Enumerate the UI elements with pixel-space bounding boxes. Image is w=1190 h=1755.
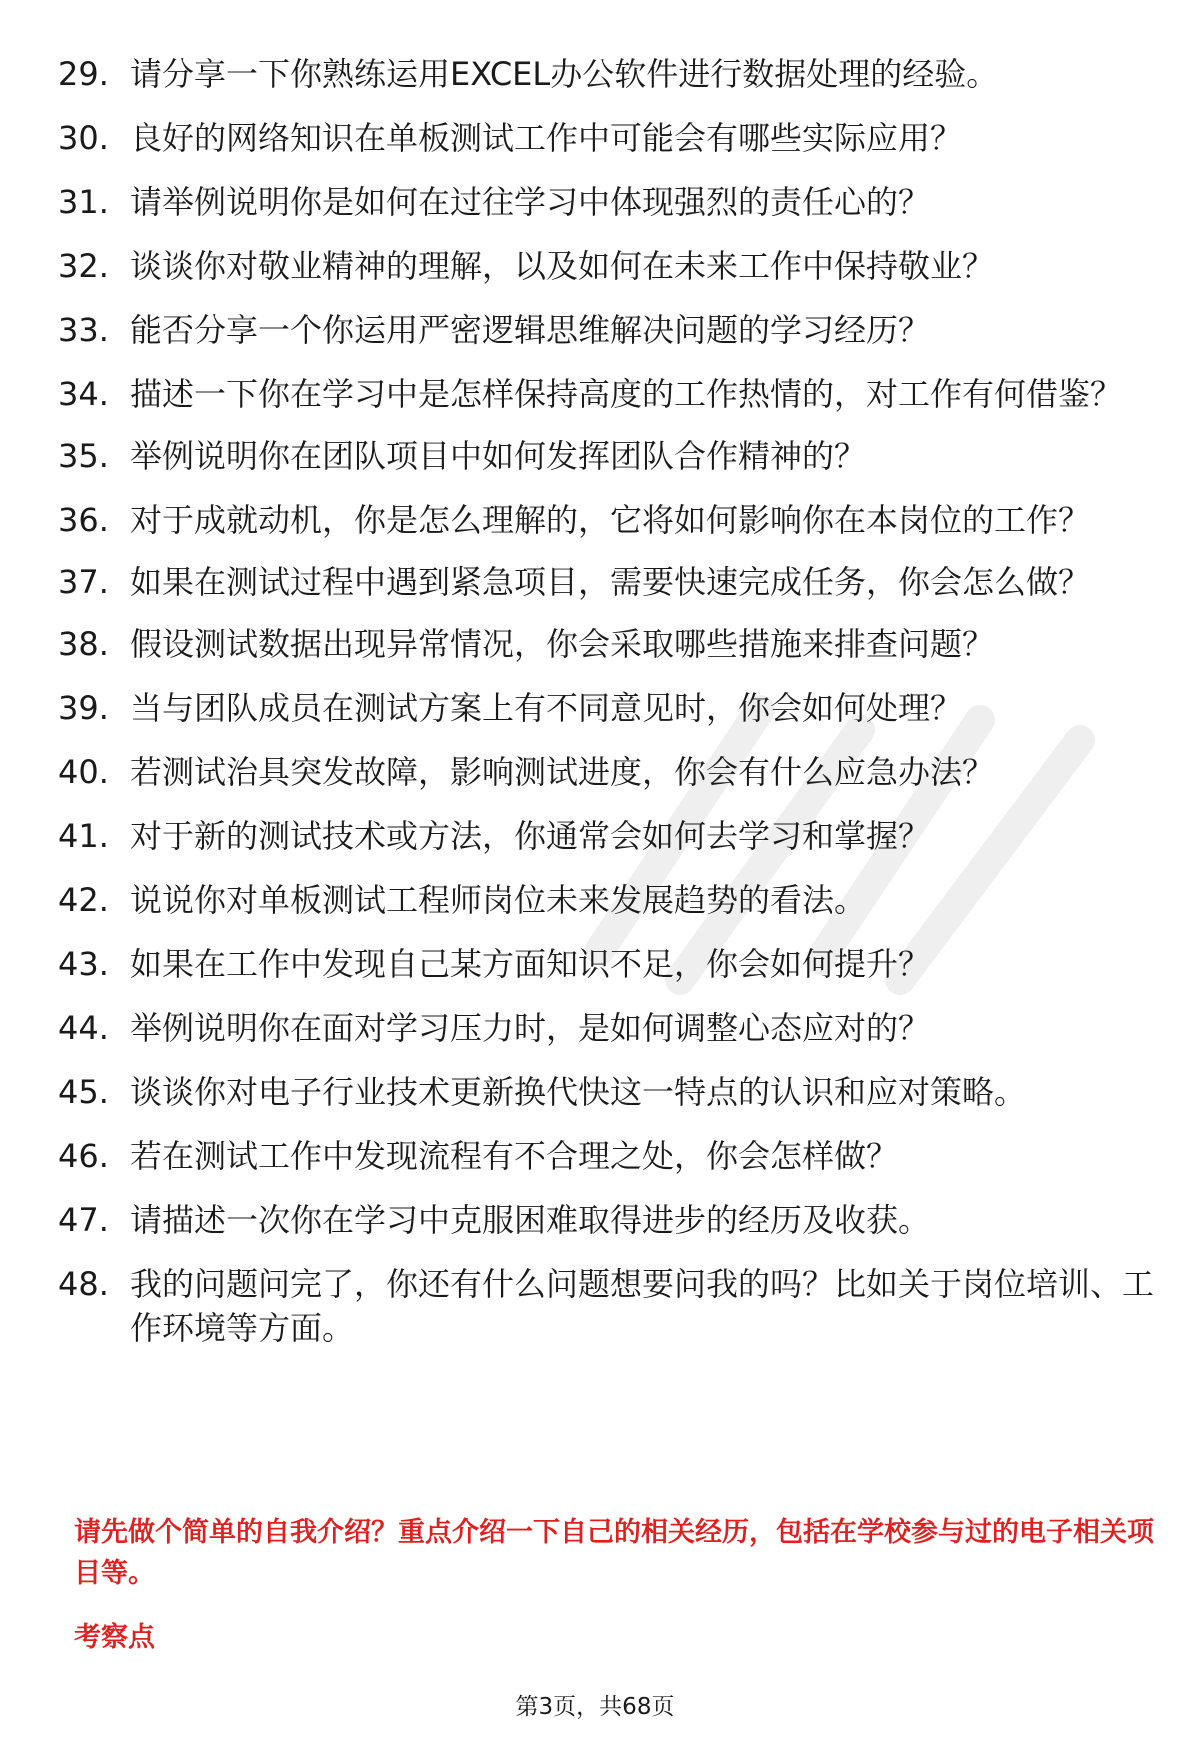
question-text: 如果在测试过程中遇到紧急项目，需要快速完成任务，你会怎么做？ xyxy=(130,563,1091,601)
question-item xyxy=(58,308,1158,352)
question-text: 当与团队成员在测试方案上有不同意见时，你会如何处理？ xyxy=(130,689,963,727)
question-text: 谈谈你对敬业精神的理解，以及如何在未来工作中保持敬业？ xyxy=(130,247,995,285)
question-item xyxy=(58,1070,1158,1114)
question-number: 30. xyxy=(58,119,109,157)
question-text: 举例说明你在团队项目中如何发挥团队合作精神的？ xyxy=(130,437,867,475)
question-number: 32. xyxy=(58,247,109,285)
question-number: 36. xyxy=(58,501,109,539)
section-heading: 考察点 xyxy=(74,1622,155,1653)
question-number: 29. xyxy=(58,55,109,93)
question-number: 41. xyxy=(58,817,109,855)
question-text: 能否分享一个你运用严密逻辑思维解决问题的学习经历？ xyxy=(130,311,931,349)
question-text: 我的问题问完了，你还有什么问题想要问我的吗？比如关于岗位培训、工作环境等方面。 xyxy=(130,1265,1155,1347)
question-item xyxy=(58,434,1158,478)
question-number: 37. xyxy=(58,563,109,601)
question-number: 31. xyxy=(58,183,109,221)
question-number: 34. xyxy=(58,375,109,413)
question-number: 39. xyxy=(58,689,109,727)
question-number: 38. xyxy=(58,625,109,663)
question-text: 请分享一下你熟练运用EXCEL办公软件进行数据处理的经验。 xyxy=(130,55,999,93)
question-item xyxy=(58,244,1158,288)
question-item xyxy=(58,750,1158,794)
question-item xyxy=(58,1006,1158,1050)
question-number: 33. xyxy=(58,311,109,349)
question-text: 若测试治具突发故障，影响测试进度，你会有什么应急办法？ xyxy=(130,753,995,791)
question-item xyxy=(58,560,1158,604)
question-text: 良好的网络知识在单板测试工作中可能会有哪些实际应用？ xyxy=(130,119,963,157)
question-text: 举例说明你在面对学习压力时，是如何调整心态应对的？ xyxy=(130,1009,931,1047)
question-item xyxy=(58,686,1158,730)
question-item xyxy=(58,942,1158,986)
question-number: 47. xyxy=(58,1201,109,1239)
question-item xyxy=(58,622,1158,666)
question-text: 请描述一次你在学习中克服困难取得进步的经历及收获。 xyxy=(130,1201,931,1239)
question-text: 对于成就动机，你是怎么理解的，它将如何影响你在本岗位的工作？ xyxy=(130,501,1091,539)
question-number: 35. xyxy=(58,437,109,475)
question-item xyxy=(58,878,1158,922)
question-text: 若在测试工作中发现流程有不合理之处，你会怎样做？ xyxy=(130,1137,899,1175)
question-item xyxy=(58,116,1158,160)
page-footer: 第3页，共68页 xyxy=(515,1694,675,1720)
question-number: 40. xyxy=(58,753,109,791)
question-number: 48. xyxy=(58,1265,109,1303)
question-item xyxy=(58,1262,1158,1350)
question-item xyxy=(58,52,1158,96)
question-number: 46. xyxy=(58,1137,109,1175)
question-text: 谈谈你对电子行业技术更新换代快这一特点的认识和应对策略。 xyxy=(130,1073,1027,1111)
question-item xyxy=(58,180,1158,224)
question-text: 对于新的测试技术或方法，你通常会如何去学习和掌握？ xyxy=(130,817,931,855)
question-number: 43. xyxy=(58,945,109,983)
question-text: 说说你对单板测试工程师岗位未来发展趋势的看法。 xyxy=(130,881,867,919)
question-item xyxy=(58,498,1158,542)
question-number: 45. xyxy=(58,1073,109,1111)
question-text: 请举例说明你是如何在过往学习中体现强烈的责任心的？ xyxy=(130,183,931,221)
question-text: 描述一下你在学习中是怎样保持高度的工作热情的，对工作有何借鉴？ xyxy=(130,375,1123,413)
question-item xyxy=(58,1198,1158,1242)
question-number: 44. xyxy=(58,1009,109,1047)
question-text: 假设测试数据出现异常情况，你会采取哪些措施来排查问题？ xyxy=(130,625,995,663)
question-item xyxy=(58,1134,1158,1178)
question-list xyxy=(58,52,1158,1368)
highlight-question: 请先做个简单的自我介绍？重点介绍一下自己的相关经历，包括在学校参与过的电子相关项目等。 xyxy=(74,1517,1154,1589)
question-item xyxy=(58,372,1158,416)
question-item xyxy=(58,814,1158,858)
question-text: 如果在工作中发现自己某方面知识不足，你会如何提升？ xyxy=(130,945,931,983)
question-number: 42. xyxy=(58,881,109,919)
